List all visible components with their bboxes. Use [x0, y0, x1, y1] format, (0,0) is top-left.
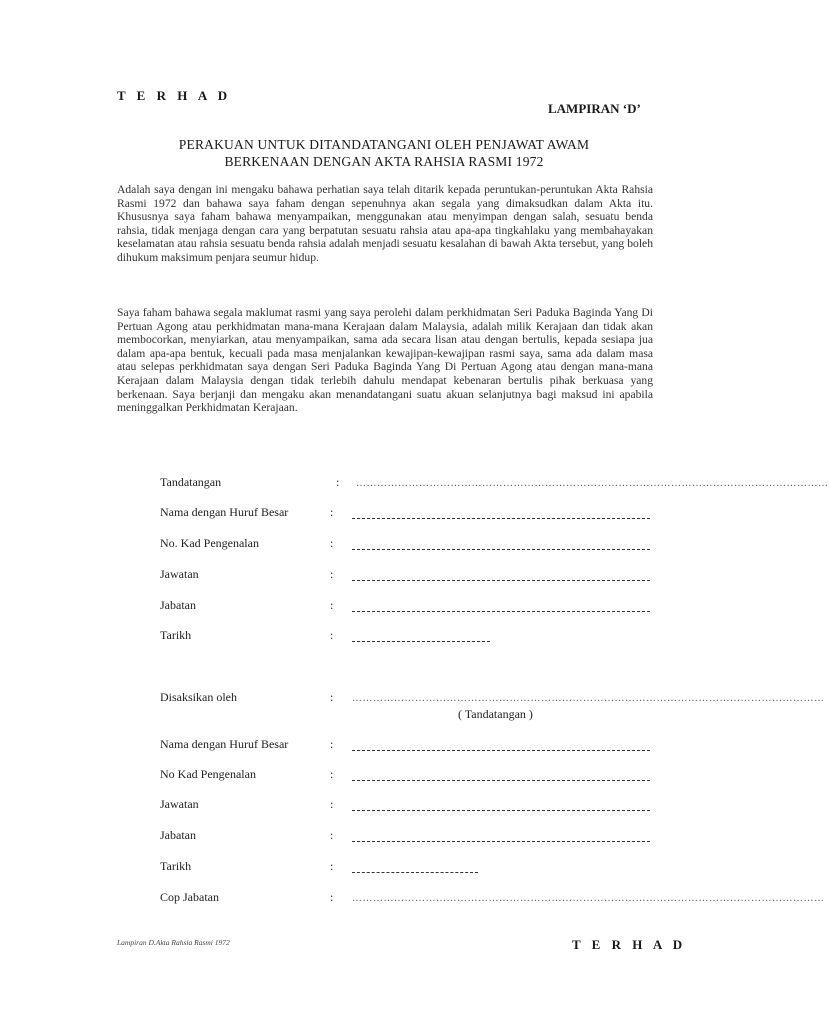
document-title — [0, 136, 768, 170]
witness-date-input-line[interactable] — [352, 872, 478, 873]
signature-line[interactable]: ……………………………………………………………………………………………………………………… — [356, 478, 829, 489]
paragraph-1: Adalah saya dengan ini mengaku bahawa perhatian saya telah ditarik kepada peruntukan-peruntukan Akta Rahsia Rasmi 1972 dan bahawa saya faham dengan sepenuhnya akan segala yang dimaksudkan dalam Akta itu. Khususnya saya faham bahawa menyampaikan, menggunakan atau menyimpan dengan salah, sesuatu benda rahsia, tidak menjaga dengan cara yang berpatutan sesuatu rahsia atau apa-apa tingkahlaku yang membahayakan keselamatan atau rahsia sesuatu benda rahsia adalah menjadi sesuatu kesalahan di bawah Akta tersebut, yang boleh dihukum maksimum penjara seumur hidup. — [117, 183, 653, 264]
witness-signature-line[interactable]: ……………………………………………………………………………………………………………………… — [352, 693, 825, 704]
field-label-position: Jawatan — [160, 567, 199, 581]
footer-note: Lampiran D.Akta Rahsia Rasmi 1972 — [117, 938, 230, 947]
date-input-line[interactable] — [352, 641, 490, 642]
witness-label-position: Jawatan — [160, 797, 199, 811]
field-label-department: Jabatan — [160, 598, 196, 612]
position-input-line[interactable] — [352, 580, 650, 581]
field-colon: : — [330, 567, 334, 581]
witness-label-date: Tarikh — [160, 859, 192, 873]
field-colon: : — [330, 505, 334, 519]
field-colon: : — [330, 797, 334, 811]
field-colon: : — [330, 628, 334, 642]
field-label-signature: Tandatangan — [160, 475, 222, 489]
classification-footer: T E R H A D — [572, 937, 687, 952]
appendix-label: LAMPIRAN ‘D’ — [548, 101, 641, 116]
ic-number-input-line[interactable] — [352, 549, 650, 550]
witness-label-name: Nama dengan Huruf Besar — [160, 737, 289, 751]
paragraph-2: Saya faham bahawa segala maklumat rasmi yang saya perolehi dalam perkhidmatan Seri Paduka Baginda Yang Di Pertuan Agong atau perkhidmatan mana-mana Kerajaan dalam Malaysia, adalah milik Kerajaan dan tidak akan membocorkan, menyiarkan, atau menyampaikan, sama ada secara lisan atau dengan bertulis, kepada sesiapa jua dalam apa-apa bentuk, kecuali pada masa menjalankan kewajipan-kewajipan rasmi saya, sama ada dalam masa atau selepas perkhidmatan saya dengan Seri Paduka Baginda Yang Di Pertuan Agong atau dengan mana-mana Kerajaan dalam Malaysia dengan tidak terlebih dahulu mendapat kebenaran bertulis pihak berkuasa yang berkenaan. Saya berjanji dan mengaku akan menandatangani suatu akuan selanjutnya bagi maksud ini apabila meninggalkan Perkhidmatan Kerajaan. — [117, 306, 653, 415]
witness-label-department: Jabatan — [160, 828, 196, 842]
field-colon: : — [330, 737, 334, 751]
field-label-witnessed-by: Disaksikan oleh — [160, 690, 237, 704]
title-line-1: PERAKUAN UNTUK DITANDATANGANI OLEH PENJAWAT AWAM — [178, 137, 590, 152]
field-colon: : — [336, 475, 340, 489]
field-colon: : — [330, 767, 334, 781]
department-input-line[interactable] — [352, 611, 650, 612]
field-colon: : — [330, 890, 334, 904]
field-colon: : — [330, 690, 334, 704]
field-colon: : — [330, 536, 334, 550]
department-stamp-line[interactable]: ……………………………………………………………………………………………………………………… — [352, 893, 825, 904]
classification-header: T E R H A D — [117, 88, 232, 103]
witness-label-ic-number: No Kad Pengenalan — [160, 767, 256, 781]
witness-position-input-line[interactable] — [352, 810, 650, 811]
name-input-line[interactable] — [352, 518, 650, 519]
field-colon: : — [330, 598, 334, 612]
field-label-ic-number: No. Kad Pengenalan — [160, 536, 259, 550]
witness-name-input-line[interactable] — [352, 750, 650, 751]
witness-department-input-line[interactable] — [352, 841, 650, 842]
field-label-name: Nama dengan Huruf Besar — [160, 505, 289, 519]
field-colon: : — [330, 859, 334, 873]
title-line-2: BERKENAAN DENGAN AKTA RAHSIA RASMI 1972 — [224, 154, 544, 169]
witness-signature-caption: ( Tandatangan ) — [458, 707, 533, 721]
witness-label-department-stamp: Cop Jabatan — [160, 890, 219, 904]
field-colon: : — [330, 828, 334, 842]
witness-ic-number-input-line[interactable] — [352, 780, 650, 781]
field-label-date: Tarikh — [160, 628, 192, 642]
